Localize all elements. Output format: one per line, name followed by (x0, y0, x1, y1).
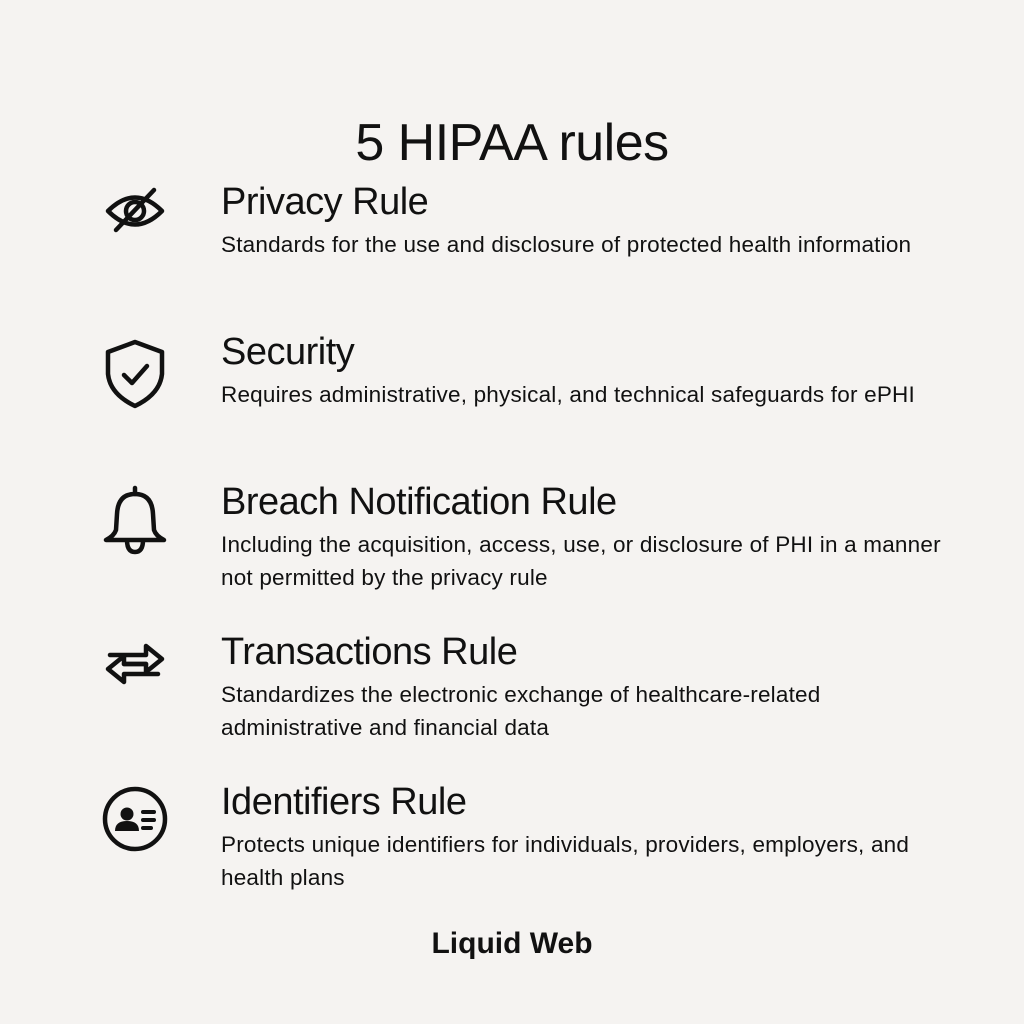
eye-slash-icon (100, 180, 170, 250)
bell-icon (100, 486, 170, 556)
rule-name: Breach Notification Rule (221, 481, 617, 523)
rule-name: Security (221, 331, 355, 373)
id-card-icon (100, 784, 170, 854)
rule-description: Including the acquisition, access, use, or disclosure of PHI in a manner not permitted by the privacy rule (221, 532, 941, 590)
rule-name: Transactions Rule (221, 631, 518, 673)
arrows-exchange-icon (100, 628, 170, 698)
rule-name: Privacy Rule (221, 181, 429, 223)
rule-description: Protects unique identifiers for individuals, providers, employers, and health plans (221, 832, 910, 890)
rule-description: Standards for the use and disclosure of protected health information (221, 232, 912, 257)
rule-item-breach-notification (0, 480, 1024, 610)
rule-item-transactions (0, 630, 1024, 760)
rule-item-security (0, 330, 1024, 460)
rule-item-privacy (0, 180, 1024, 310)
rule-name: Identifiers Rule (221, 781, 467, 823)
shield-check-icon (100, 338, 170, 408)
rule-description: Standardizes the electronic exchange of healthcare-related administrative and financial data (221, 682, 821, 740)
rule-description: Requires administrative, physical, and technical safeguards for ePHI (221, 382, 915, 407)
brand-logo-text: Liquid Web (431, 927, 593, 960)
page-title: 5 HIPAA rules (355, 113, 669, 172)
rule-item-identifiers (0, 780, 1024, 910)
